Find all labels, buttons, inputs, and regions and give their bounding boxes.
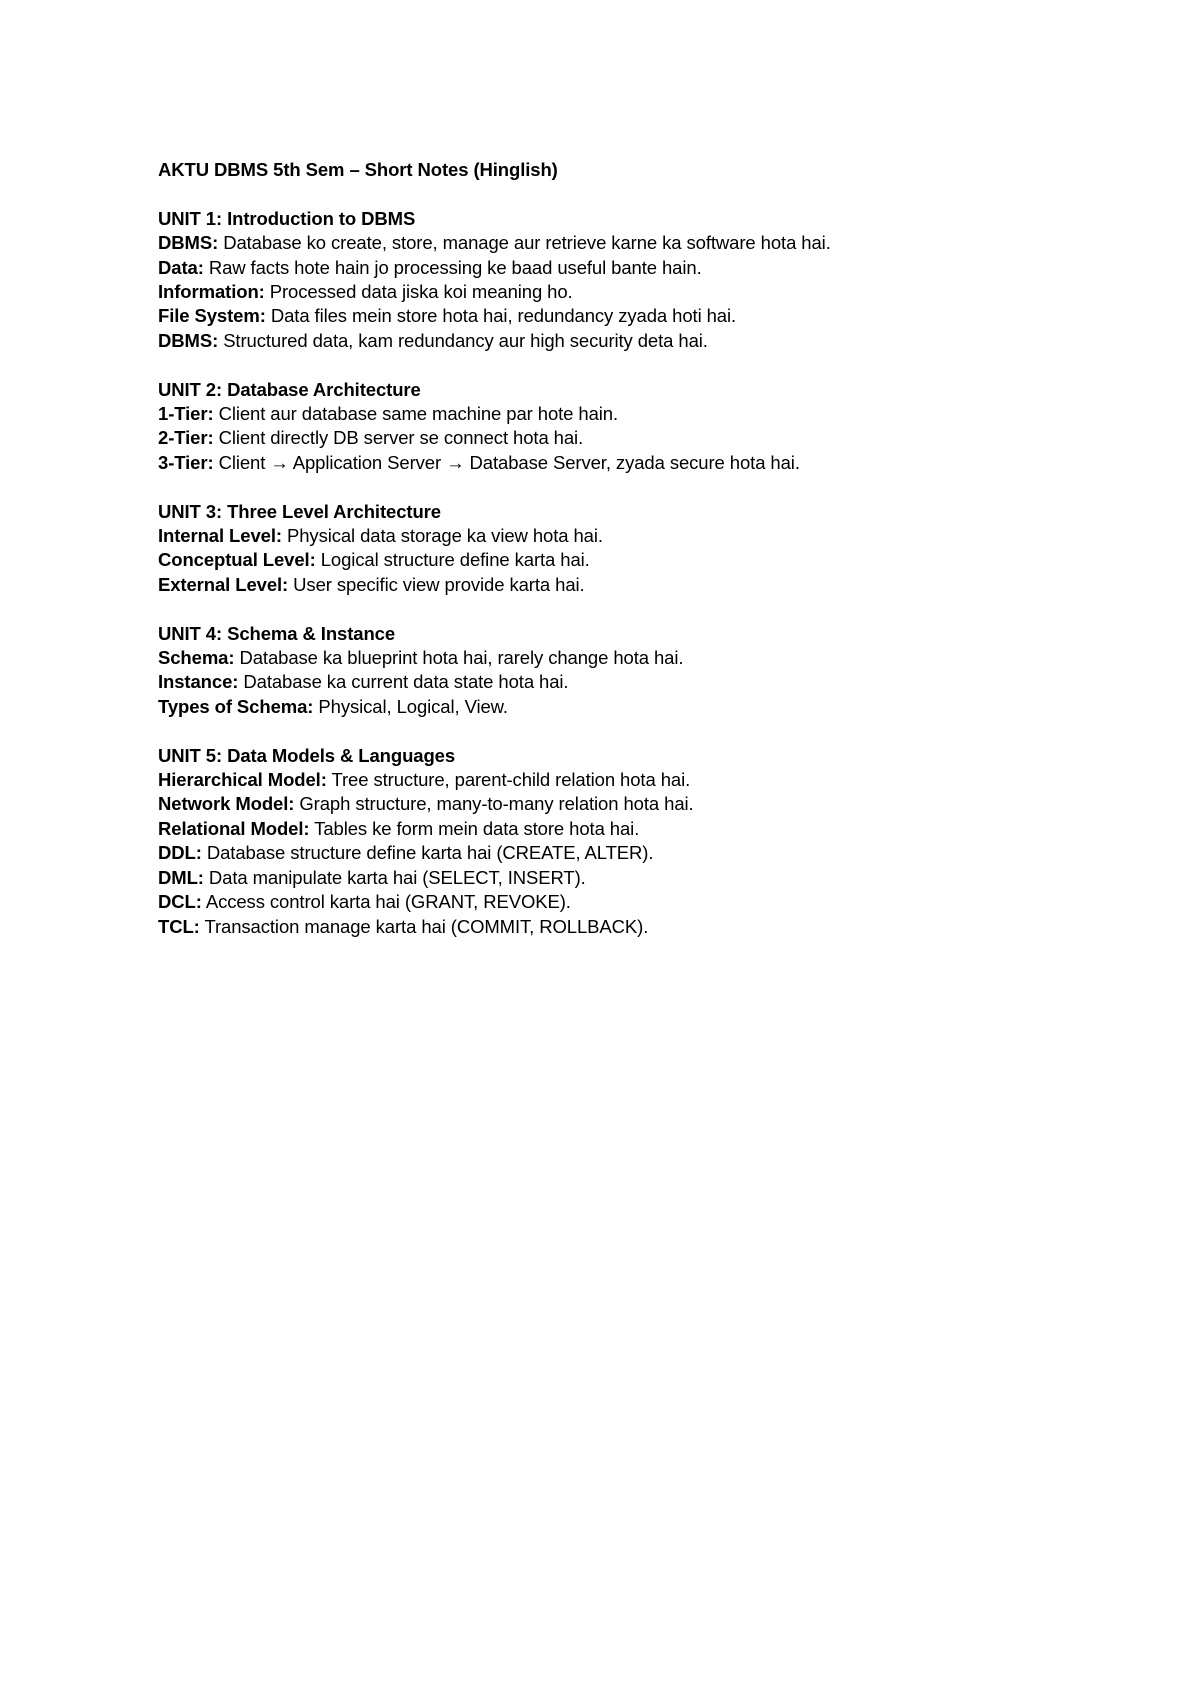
entry-term: DML: (158, 866, 204, 888)
entry-term: Schema: (158, 647, 235, 669)
document-title: AKTU DBMS 5th Sem – Short Notes (Hinglish) (158, 159, 558, 180)
unit-5-entry-dcl (158, 890, 1148, 914)
entry-term: Relational Model: (158, 817, 310, 839)
entry-text: Database ka blueprint hota hai, rarely change hota hai. (239, 647, 684, 669)
unit-5-entry-dml (158, 866, 1148, 890)
entry-text: Graph structure, many-to-many relation hota hai. (299, 793, 694, 815)
entry-text: Transaction manage karta hai (COMMIT, ROLLBACK). (204, 915, 649, 937)
entry-text: Physical, Logical, View. (318, 695, 508, 717)
unit-2-entry-2-tier (158, 426, 1148, 450)
entry-term: 1-Tier: (158, 403, 214, 425)
entry-term: DBMS: (158, 232, 219, 254)
unit-1-entry-dbms (158, 231, 1148, 255)
entry-term: File System: (158, 305, 266, 327)
unit-2-entry-3-tier (158, 451, 1148, 475)
unit-4-section (158, 622, 1148, 720)
unit-5-entry-hierarchical-model (158, 768, 1148, 792)
unit-4-entry-types-of-schema (158, 695, 1148, 719)
entry-term: Conceptual Level: (158, 549, 316, 571)
unit-3-entry-external-level (158, 573, 1148, 597)
entry-term: Data: (158, 256, 204, 278)
unit-1-entry-information (158, 280, 1148, 304)
unit-2-entry-1-tier (158, 402, 1148, 426)
unit-1-entry-file-system (158, 304, 1148, 328)
entry-text: Data manipulate karta hai (SELECT, INSERT). (208, 866, 586, 888)
unit-5-entry-relational-model (158, 817, 1148, 841)
entry-text: Access control karta hai (GRANT, REVOKE). (205, 891, 571, 913)
entry-text: User specific view provide karta hai. (293, 573, 585, 595)
unit-3-entry-conceptual-level (158, 548, 1148, 572)
unit-5-section (158, 744, 1148, 939)
entry-text: Client → Application Server → Database Server, zyada secure hota hai. (218, 451, 800, 473)
entry-term: Network Model: (158, 793, 295, 815)
unit-3-entry-internal-level (158, 524, 1148, 548)
entry-text: Logical structure define karta hai. (320, 549, 590, 571)
unit-2-section (158, 378, 1148, 476)
entry-text: Tables ke form mein data store hota hai. (314, 817, 640, 839)
entry-text: Processed data jiska koi meaning ho. (269, 281, 573, 303)
entry-text: Database structure define karta hai (CREATE, ALTER). (206, 842, 654, 864)
entry-text: Raw facts hote hain jo processing ke baad useful bante hain. (208, 256, 702, 278)
entry-text: Data files mein store hota hai, redundancy zyada hoti hai. (270, 305, 737, 327)
entry-text: Structured data, kam redundancy aur high security deta hai. (223, 329, 708, 351)
unit-1-entry-dbms-2 (158, 329, 1148, 353)
unit-4-entry-schema (158, 646, 1148, 670)
unit-1-heading: UNIT 1: Introduction to DBMS (158, 207, 416, 229)
unit-5-entry-network-model (158, 792, 1148, 816)
document-page (158, 158, 1148, 963)
unit-1-entry-data (158, 256, 1148, 280)
entry-term: 2-Tier: (158, 427, 214, 449)
unit-4-entry-instance (158, 670, 1148, 694)
entry-term: 3-Tier: (158, 451, 214, 473)
entry-text: Client aur database same machine par hote hain. (218, 403, 619, 425)
unit-3-section (158, 500, 1148, 598)
entry-text: Physical data storage ka view hota hai. (286, 525, 603, 547)
unit-1-section (158, 207, 1148, 353)
entry-term: External Level: (158, 573, 289, 595)
entry-term: Information: (158, 281, 265, 303)
unit-4-heading: UNIT 4: Schema & Instance (158, 622, 396, 644)
unit-3-heading: UNIT 3: Three Level Architecture (158, 500, 441, 522)
entry-term: DCL: (158, 891, 202, 913)
entry-term: TCL: (158, 915, 200, 937)
entry-text: Client directly DB server se connect hota hai. (218, 427, 584, 449)
entry-term: DDL: (158, 842, 202, 864)
unit-5-entry-ddl (158, 841, 1148, 865)
unit-2-heading: UNIT 2: Database Architecture (158, 378, 421, 400)
entry-text: Database ko create, store, manage aur retrieve karne ka software hota hai. (223, 232, 831, 254)
entry-text: Database ka current data state hota hai. (243, 671, 569, 693)
entry-term: Instance: (158, 671, 239, 693)
entry-term: Hierarchical Model: (158, 769, 327, 791)
entry-term: Internal Level: (158, 525, 282, 547)
entry-term: DBMS: (158, 329, 219, 351)
unit-5-entry-tcl (158, 915, 1148, 939)
entry-term: Types of Schema: (158, 695, 314, 717)
entry-text: Tree structure, parent-child relation hota hai. (331, 769, 691, 791)
unit-5-heading: UNIT 5: Data Models & Languages (158, 744, 456, 766)
